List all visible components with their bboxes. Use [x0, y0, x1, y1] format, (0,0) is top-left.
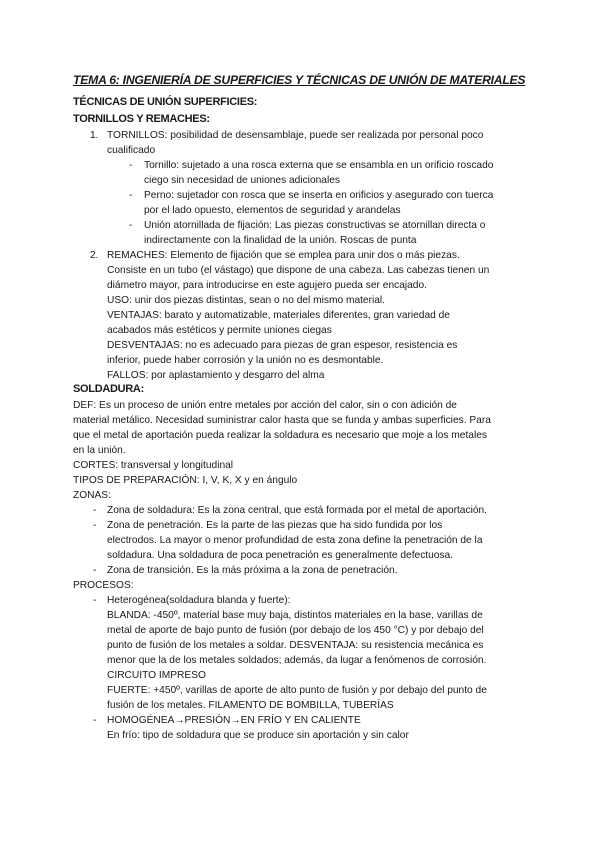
union-item: indirectamente con la finalidad de la unión. Roscas de punta	[144, 235, 417, 246]
remaches-line: DESVENTAJAS: no es adecuado para piezas de gran espesor, resistencia es	[107, 340, 458, 351]
remaches-line: REMACHES: Elemento de fijación que se emplea para unir dos o más piezas.	[107, 250, 460, 261]
soldadura-def: que el metal de aportación pueda realizar la soldadura es necesario que moje a los metales	[73, 430, 487, 441]
zona-item: Zona de soldadura: Es la zona central, que está formada por el metal de aportación.	[107, 505, 487, 516]
bullet-dash: -	[93, 520, 97, 531]
remaches-line: FALLOS: por aplastamiento y desgarro del alma	[107, 370, 325, 381]
soldadura-def: en la unión.	[73, 445, 126, 456]
soldadura-cortes: CORTES: transversal y longitudinal	[73, 460, 234, 471]
heading-soldadura: SOLDADURA:	[73, 383, 144, 395]
proceso-homogenea: HOMOGÉNEA→PRESIÓN→EN FRÍO Y EN CALIENTE	[107, 715, 361, 726]
bullet-dash: -	[129, 160, 133, 171]
heading-tornillos-remaches: TORNILLOS Y REMACHES:	[73, 113, 210, 125]
bullet-dash: -	[129, 190, 133, 201]
proceso-blanda: metal de aporte de bajo punto de fusión (por debajo de los 450 °C) y por debajo del	[107, 625, 484, 636]
list-number: 2.	[90, 250, 99, 261]
soldadura-procesos-label: PROCESOS:	[73, 580, 134, 591]
proceso-heterogenea: Heterogénea(soldadura blanda y fuerte):	[107, 595, 291, 606]
soldadura-tipos: TIPOS DE PREPARACIÓN: I, V, K, X y en ángulo	[73, 475, 298, 486]
zona-item: Zona de transición. Es la más próxima a la zona de penetración.	[107, 565, 398, 576]
tornillo-item: ciego sin necesidad de uniones adicionales	[144, 175, 340, 186]
remaches-line: VENTAJAS: barato y automatizable, materiales diferentes, gran variedad de	[107, 310, 450, 321]
bullet-dash: -	[93, 565, 97, 576]
perno-item: Perno: sujetador con rosca que se inserta en orificios y asegurado con tuerca	[144, 190, 494, 201]
list-number: 1.	[90, 130, 99, 141]
proceso-blanda: BLANDA: -450º, material base muy baja, distintos materiales en la base, varillas de	[107, 610, 483, 621]
proceso-blanda: CIRCUITO IMPRESO	[107, 670, 206, 681]
heading-tecnicas-union: TÉCNICAS DE UNIÓN SUPERFICIES:	[73, 96, 258, 108]
tornillo-item: Tornillo: sujetado a una rosca externa que se ensambla en un orificio roscado	[144, 160, 494, 171]
bullet-dash: -	[93, 595, 97, 606]
remaches-line: USO: unir dos piezas distintas, sean o no del mismo material.	[107, 295, 386, 306]
document-title: TEMA 6: INGENIERÍA DE SUPERFICIES Y TÉCNICAS DE UNIÓN DE MATERIALES	[73, 73, 526, 87]
soldadura-zonas-label: ZONAS:	[73, 490, 111, 501]
zona-item: Zona de penetración. Es la parte de las piezas que ha sido fundida por los	[107, 520, 443, 531]
soldadura-def: DEF: Es un proceso de unión entre metales por acción del calor, sin o con adición de	[73, 400, 457, 411]
proceso-fuerte: FUERTE: +450º, varillas de aporte de alto punto de fusión y por debajo del punto de	[107, 685, 487, 696]
proceso-blanda: punto de fusión de los metales a soldar. DESVENTAJA: su resistencia mecánica es	[107, 640, 484, 651]
proceso-en-frio: En frío: tipo de soldadura que se produce sin aportación y sin calor	[107, 730, 409, 741]
proceso-fuerte: fusión de los metales. FILAMENTO DE BOMBILLA, TUBERÍAS	[107, 700, 394, 711]
remaches-line: inferior, puede haber corrosión y la unión no es desmontable.	[107, 355, 384, 366]
remaches-line: acabados más estéticos y permite uniones ciegas	[107, 325, 332, 336]
zona-item: electrodos. La mayor o menor profundidad de esta zona define la penetración de la	[107, 535, 483, 546]
union-item: Unión atornillada de fijación: Las piezas constructivas se atornillan directa o	[144, 220, 486, 231]
proceso-blanda: menor que la de los metales soldados; además, da lugar a fenómenos de corrosión.	[107, 655, 487, 666]
tornillos-line: TORNILLOS: posibilidad de desensamblaje, puede ser realizada por personal poco	[107, 130, 484, 141]
bullet-dash: -	[93, 505, 97, 516]
remaches-line: diámetro mayor, para introducirse en este agujero pueda ser encajado.	[107, 280, 427, 291]
bullet-dash: -	[129, 220, 133, 231]
zona-item: soldadura. Una soldadura de poca penetración es generalmente defectuosa.	[107, 550, 454, 561]
tornillos-line: cualificado	[107, 145, 156, 156]
bullet-dash: -	[93, 715, 97, 726]
perno-item: por el lado opuesto, elementos de seguridad y arandelas	[144, 205, 401, 216]
remaches-line: Consiste en un tubo (el vástago) que dispone de una cabeza. Las cabezas tienen un	[107, 265, 490, 276]
soldadura-def: material metálico. Necesidad suministrar calor hasta que se funda y ambas superficies. Para	[73, 415, 491, 426]
